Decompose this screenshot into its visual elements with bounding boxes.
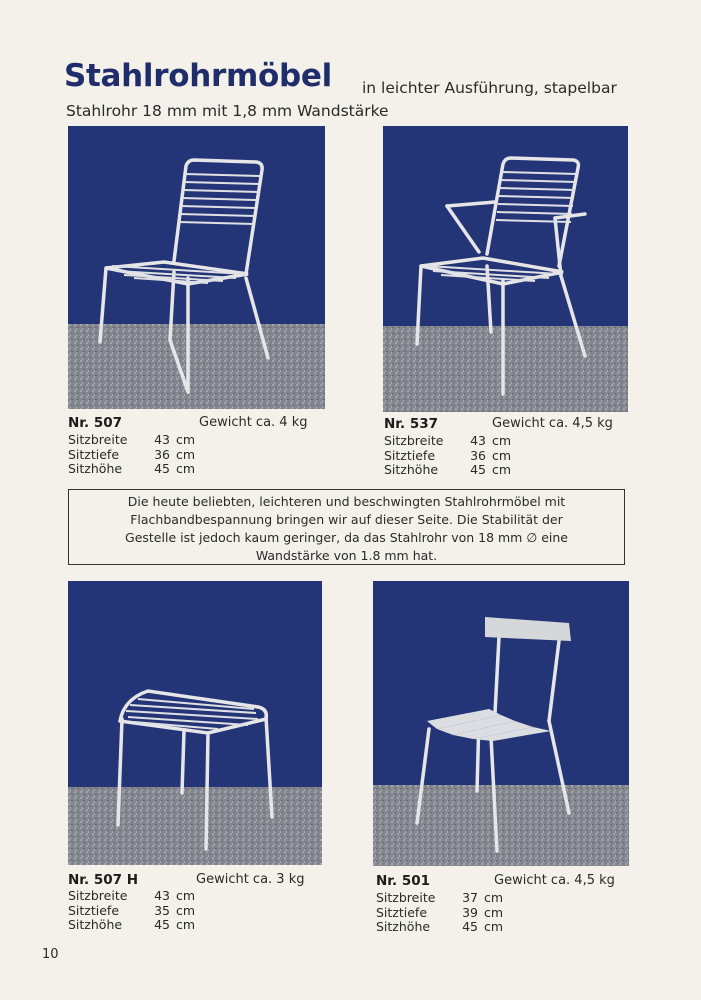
info-line: Die heute beliebten, leichteren und beschwingten Stahlrohrmöbel mit <box>127 494 566 509</box>
product-weight: Gewicht ca. 3 kg <box>196 872 305 887</box>
spec-label: Sitztiefe <box>68 902 120 918</box>
photo-chair-507 <box>68 126 325 409</box>
photo-stool-507h <box>68 581 322 865</box>
product-number: Nr. 501 <box>376 873 431 889</box>
spec-value: 43 <box>154 888 170 903</box>
spec-value: 35 <box>154 902 170 918</box>
spec-value: 45 <box>470 462 486 477</box>
spec-value: 43 <box>154 432 170 447</box>
info-line: Wandstärke von 1.8 mm hat. <box>255 548 438 563</box>
spec-row-height <box>68 918 195 933</box>
product-number: Nr. 507 H <box>68 872 139 888</box>
spec-unit: cm <box>176 461 196 476</box>
chair-501-illustration <box>373 581 629 866</box>
spec-row-depth <box>68 448 195 463</box>
title-suffix: in leichter Ausführung, stapelbar <box>362 79 617 97</box>
info-line: Gestelle ist jedoch kaum geringer, da das Stahlrohr von 18 mm ∅ eine <box>125 530 568 545</box>
spec-value: 43 <box>470 433 486 448</box>
spec-unit: cm <box>492 447 512 463</box>
spec-unit: cm <box>176 432 196 447</box>
chair-537-illustration <box>383 126 628 412</box>
spec-unit: cm <box>484 919 504 934</box>
spec-list <box>376 891 503 935</box>
spec-label: Sitzbreite <box>376 890 436 905</box>
spec-unit: cm <box>176 902 196 918</box>
product-weight: Gewicht ca. 4 kg <box>199 415 308 430</box>
spec-unit: cm <box>176 446 196 462</box>
spec-row-width <box>68 433 195 448</box>
spec-unit: cm <box>176 888 196 903</box>
spec-value: 36 <box>470 447 486 463</box>
photo-chair-501 <box>373 581 629 866</box>
spec-list <box>68 433 195 477</box>
spec-value: 39 <box>462 904 478 920</box>
info-box <box>68 489 625 565</box>
product-number: Nr. 507 <box>68 415 123 431</box>
product-weight: Gewicht ca. 4,5 kg <box>494 873 615 888</box>
spec-label: Sitzhöhe <box>68 917 123 932</box>
spec-row-width <box>376 891 503 906</box>
info-line: Flachbandbespannung bringen wir auf dieser Seite. Die Stabilität der <box>130 512 563 527</box>
spec-label: Sitzbreite <box>68 432 128 447</box>
spec-label: Sitzhöhe <box>376 919 431 934</box>
spec-value: 45 <box>154 461 170 476</box>
spec-unit: cm <box>492 433 512 448</box>
spec-label: Sitzbreite <box>384 433 444 448</box>
spec-row-width <box>68 889 195 904</box>
spec-row-height <box>384 463 511 478</box>
page-subtitle: Stahlrohr 18 mm mit 1,8 mm Wandstärke <box>66 102 389 120</box>
spec-row-width <box>384 434 511 449</box>
spec-row-height <box>376 920 503 935</box>
spec-value: 36 <box>154 446 170 462</box>
product-number: Nr. 537 <box>384 416 439 432</box>
spec-list <box>68 889 195 933</box>
spec-unit: cm <box>492 462 512 477</box>
page-number: 10 <box>42 947 59 962</box>
spec-row-height <box>68 462 195 477</box>
spec-row-depth <box>376 906 503 921</box>
spec-value: 45 <box>154 917 170 932</box>
spec-unit: cm <box>484 890 504 905</box>
spec-row-depth <box>384 449 511 464</box>
spec-value: 37 <box>462 890 478 905</box>
spec-label: Sitzbreite <box>68 888 128 903</box>
stool-507h-illustration <box>68 581 322 865</box>
spec-value: 45 <box>462 919 478 934</box>
spec-label: Sitzhöhe <box>384 462 439 477</box>
photo-chair-537 <box>383 126 628 412</box>
spec-label: Sitztiefe <box>376 904 428 920</box>
spec-unit: cm <box>484 904 504 920</box>
spec-label: Sitzhöhe <box>68 461 123 476</box>
page-title: Stahlrohrmöbel <box>64 58 332 94</box>
spec-label: Sitztiefe <box>68 446 120 462</box>
spec-list <box>384 434 511 478</box>
product-weight: Gewicht ca. 4,5 kg <box>492 416 613 431</box>
spec-unit: cm <box>176 917 196 932</box>
chair-507-illustration <box>68 126 325 409</box>
spec-label: Sitztiefe <box>384 447 436 463</box>
spec-row-depth <box>68 904 195 919</box>
